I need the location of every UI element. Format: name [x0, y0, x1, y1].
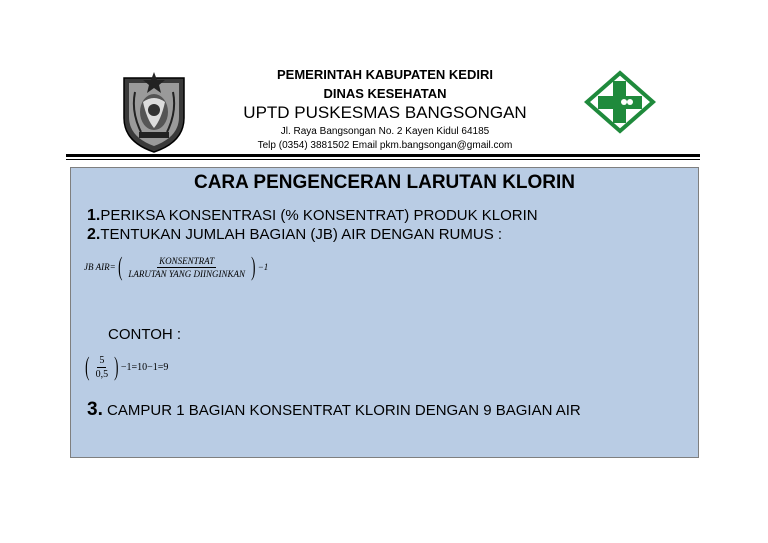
example-label: CONTOH :	[108, 326, 182, 343]
header-divider-thick	[66, 154, 700, 157]
instruction-panel	[70, 167, 699, 458]
example-numerator: 5	[99, 354, 105, 366]
header-contact: Telp (0354) 3881502 Email pkm.bangsongan@gmail.com	[257, 140, 513, 151]
formula-rhs: −1	[257, 262, 269, 272]
step-2-text: TENTUKAN JUMLAH BAGIAN (JB) AIR DENGAN RUMUS :	[100, 226, 503, 243]
puskesmas-cross-icon	[584, 70, 656, 134]
step-3-number: 3.	[87, 399, 103, 420]
step-3-text: CAMPUR 1 BAGIAN KONSENTRAT KLORIN DENGAN 9 BAGIAN AIR	[107, 402, 581, 419]
step-2-number: 2.	[87, 226, 101, 243]
step-1-number: 1.	[87, 207, 101, 224]
step-2	[87, 226, 502, 244]
example-rhs: −1=10−1=9	[120, 361, 169, 373]
header-department: DINAS KESEHATAN	[323, 86, 447, 101]
dilution-formula: JB AIR= ( $\frac{\text{KONSENTRAT}}{\text{LARUTAN YANG DIINGINKAN}}$ ) −1	[84, 252, 269, 281]
page-title: CARA PENGENCERAN LARUTAN KLORIN	[193, 172, 576, 193]
formula-numerator: KONSENTRAT	[159, 255, 215, 266]
header-government: PEMERINTAH KABUPATEN KEDIRI	[277, 67, 493, 82]
header-address: Jl. Raya Bangsongan No. 2 Kayen Kidul 64185	[280, 126, 490, 137]
step-1-text: PERIKSA KONSENTRASI (% KONSENTRAT) PRODUK KLORIN	[100, 207, 538, 224]
formula-denominator: LARUTAN YANG DIINGINKAN	[128, 268, 246, 279]
example-formula: ( $\frac{5}{0,5}$ ) −1=10−1=9	[85, 352, 169, 381]
example-denominator: 0,5	[95, 368, 109, 380]
formula-lhs: JB AIR=	[84, 262, 116, 272]
formula-fraction	[126, 256, 247, 279]
header-divider-thin	[66, 159, 700, 160]
example-fraction	[94, 355, 111, 380]
step-1	[87, 207, 538, 225]
step-3	[87, 399, 581, 421]
kediri-regency-emblem-icon	[121, 72, 187, 154]
header-organization: UPTD PUSKESMAS BANGSONGAN	[243, 103, 527, 122]
